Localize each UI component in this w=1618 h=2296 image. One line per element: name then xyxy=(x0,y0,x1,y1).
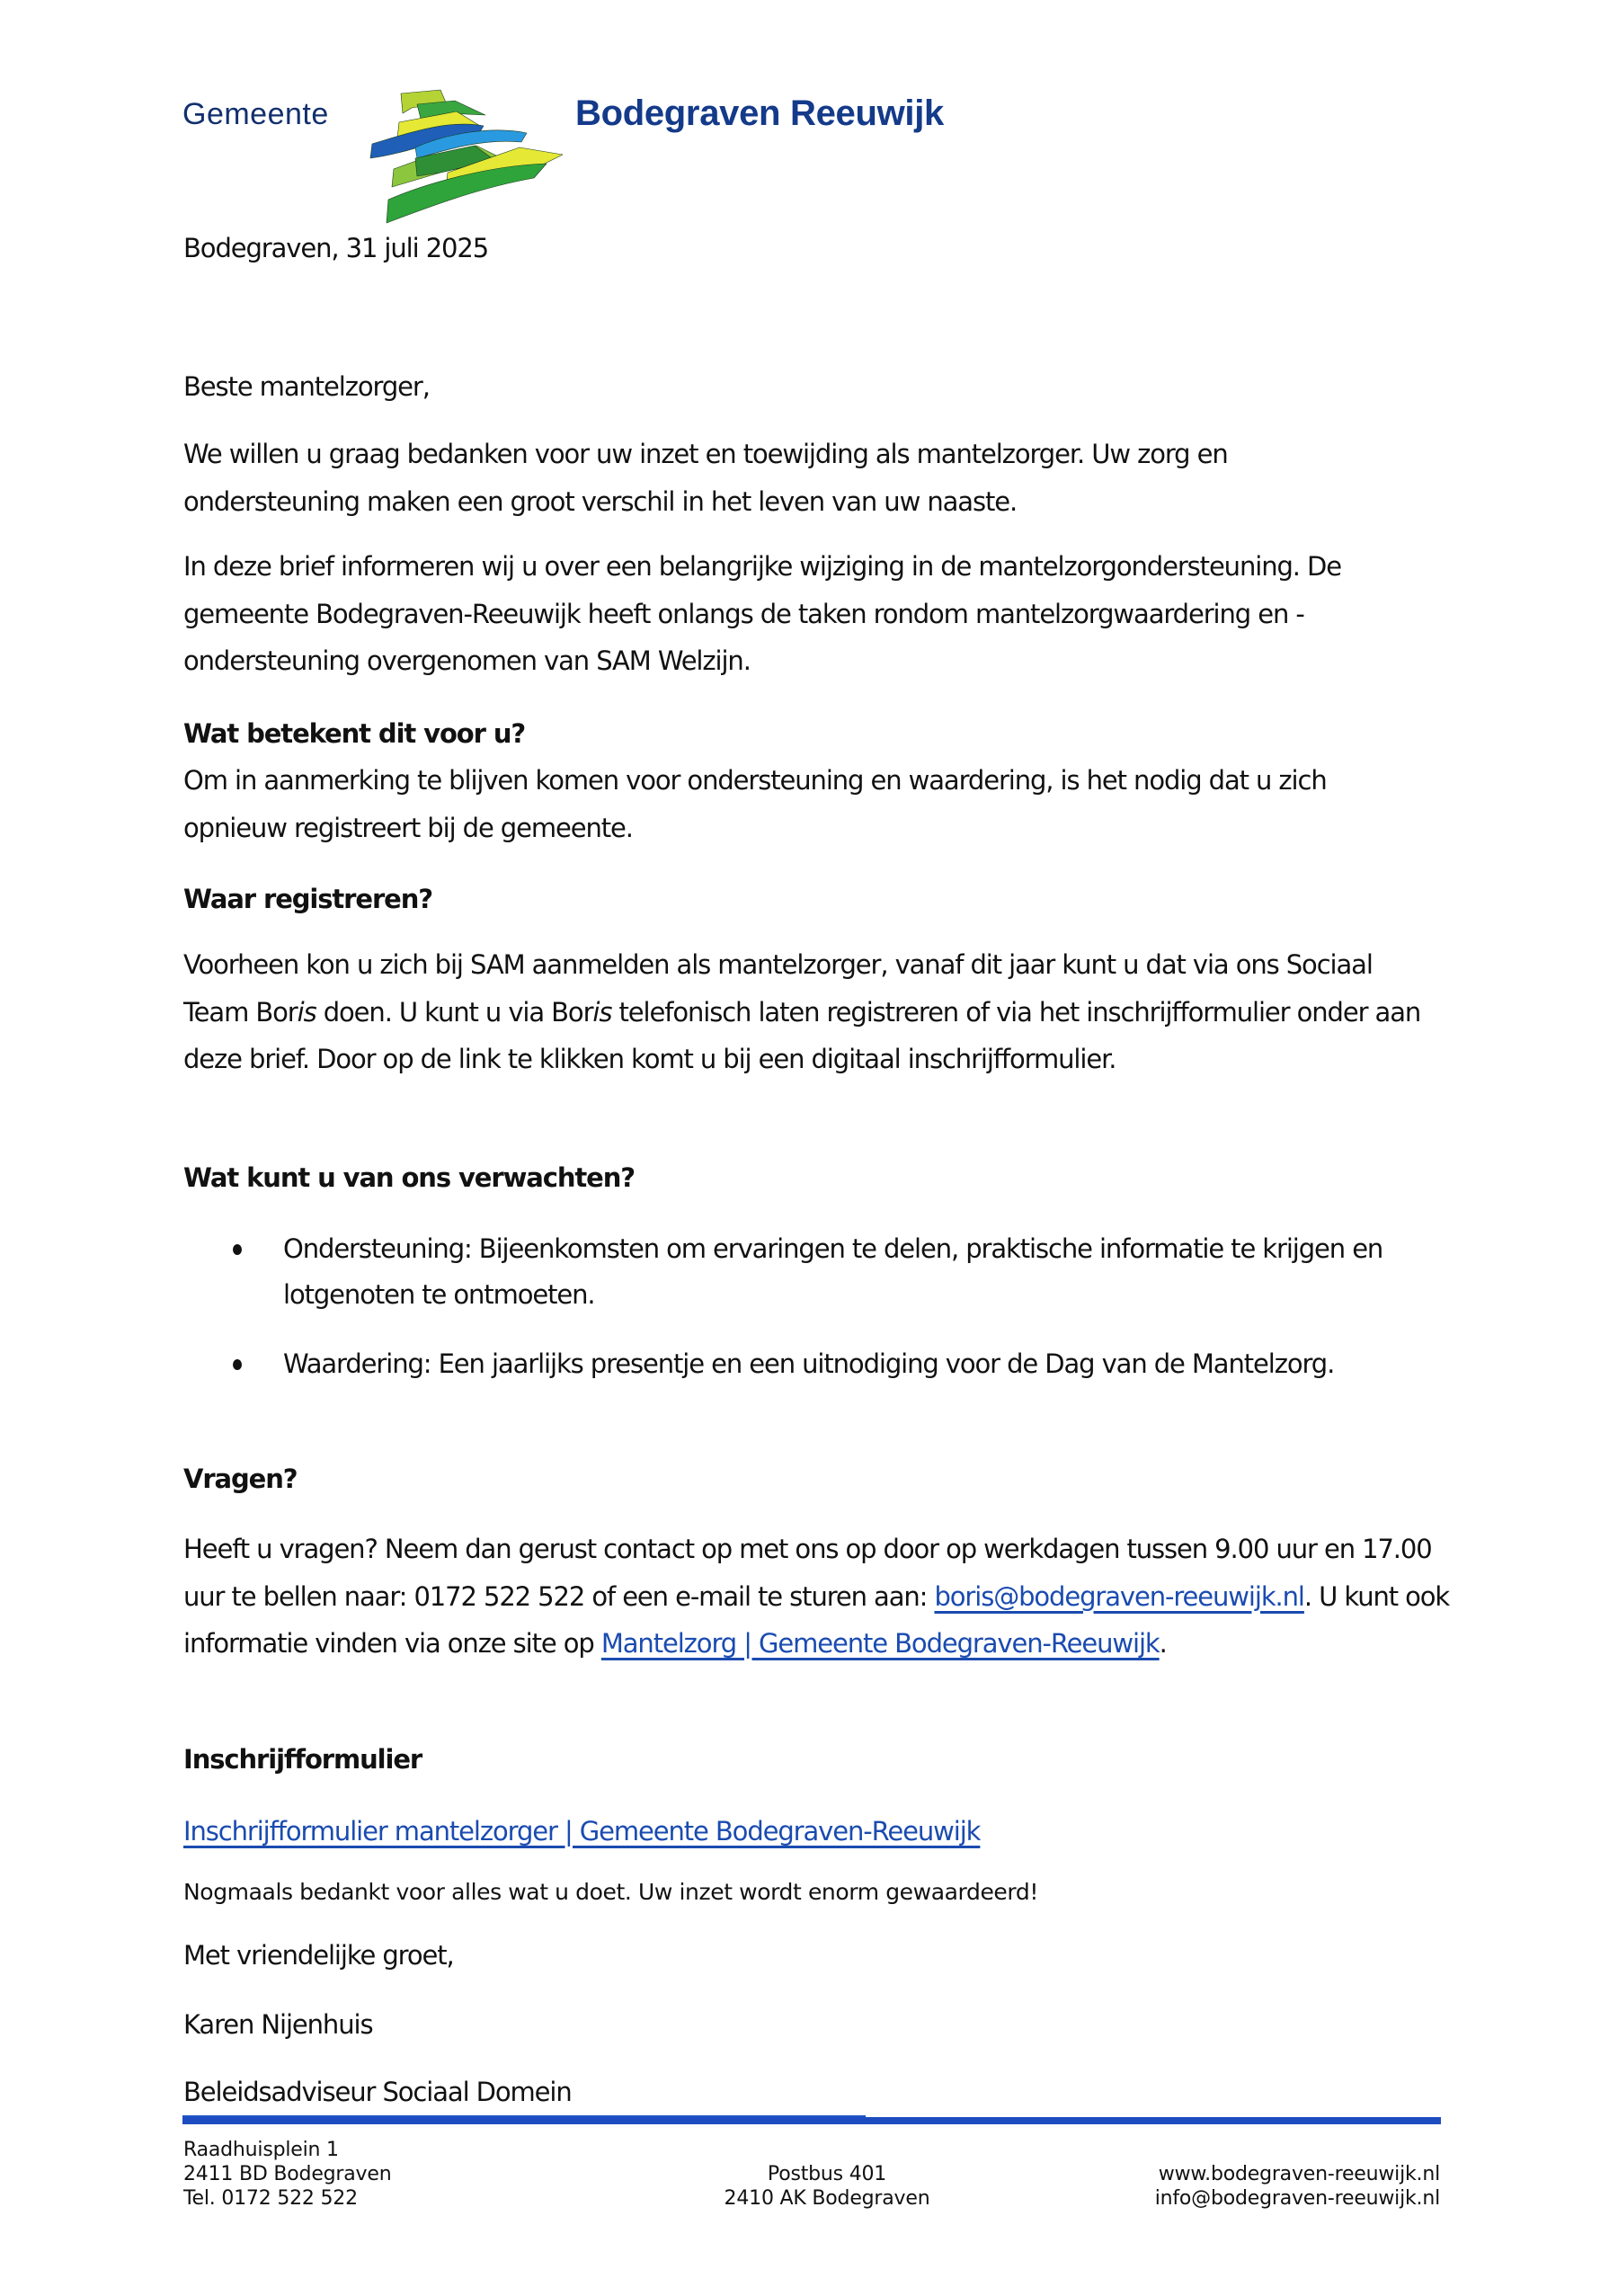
questions-text-c: . xyxy=(1159,1628,1167,1659)
footer-phone: Tel. 0172 522 522 xyxy=(183,2187,358,2210)
email-link[interactable]: boris@bodegraven-reeuwijk.nl xyxy=(934,1580,1304,1612)
municipality-logo xyxy=(358,83,566,225)
footer-rule xyxy=(182,2117,1441,2124)
heading-expect: Wat kunt u van ons verwachten? xyxy=(183,1162,635,1193)
footer-postbus: Postbus 401 xyxy=(767,2163,887,2185)
bullet-icon xyxy=(233,1244,242,1255)
paragraph-change: In deze brief informeren wij u over een belangrijke wijziging in de mantelzorgondersteuning. De gemeente Bodegraven-Reeuwijk heeft onlangs de taken rondom mantelzorgwaardering en -ondersteuning overgenomen van SAM Welzijn. xyxy=(183,551,1341,676)
list-item-text: Waardering: Een jaarlijks presentje en een uitnodiging voor de Dag van de Mantelzorg. xyxy=(283,1348,1335,1379)
closing-thanks: Nogmaals bedankt voor alles wat u doet. Uw inzet wordt enorm gewaardeerd! xyxy=(183,1879,1038,1905)
signer-name: Karen Nijenhuis xyxy=(183,2009,373,2040)
heading-questions: Vragen? xyxy=(183,1464,298,1494)
paragraph-questions xyxy=(183,1526,1451,1668)
registration-form-link[interactable]: Inschrijfformulier mantelzorger | Gemeente Bodegraven-Reeuwijk xyxy=(183,1816,981,1847)
footer-address-city: 2411 BD Bodegraven xyxy=(183,2163,392,2185)
heading-form: Inschrijfformulier xyxy=(183,1744,422,1775)
footer-postal-city: 2410 AK Bodegraven xyxy=(724,2187,930,2210)
footer-address-street: Raadhuisplein 1 xyxy=(183,2139,339,2161)
register-text-b: is xyxy=(297,996,316,1028)
register-text-c: doen. U kunt u via Bor xyxy=(316,996,593,1028)
register-text-e: telefonisch laten registreren of via het inschrijfformulier onder aan deze brief. Door op de link te klikken komt u bij een digitaal inschrijfformulier. xyxy=(183,996,1421,1074)
letterhead-prefix: Gemeente xyxy=(182,97,329,131)
footer-contact xyxy=(1155,2162,1440,2211)
salutation: Beste mantelzorger, xyxy=(183,371,430,402)
paragraph-meaning: Om in aanmerking te blijven komen voor ondersteuning en waardering, is het nodig dat u zich opnieuw registreert bij de gemeente. xyxy=(183,765,1327,843)
footer-email[interactable]: info@bodegraven-reeuwijk.nl xyxy=(1154,2187,1440,2210)
footer-postal xyxy=(692,2162,962,2211)
letterhead-name: Bodegraven Reeuwijk xyxy=(575,93,944,133)
list-item-text: Ondersteuning: Bijeenkomsten om ervaringen te delen, praktische informatie te krijgen en lotgenoten te ontmoeten. xyxy=(283,1233,1383,1310)
questions-text-a: Heeft u vragen? Neem dan gerust contact op met ons op door op werkdagen tussen 9.00 uur en 17.00 uur te bellen naar: 0172 522 522 of een e-mail te sturen aan: xyxy=(183,1534,1432,1612)
paragraph-thanks: We willen u graag bedanken voor uw inzet en toewijding als mantelzorger. Uw zorg en ondersteuning maken een groot verschil in het leven van uw naaste. xyxy=(183,439,1228,517)
footer-website[interactable]: www.bodegraven-reeuwijk.nl xyxy=(1158,2163,1440,2185)
form-link-row xyxy=(183,1808,1442,1855)
footer-address xyxy=(183,2138,391,2211)
paragraph-register xyxy=(183,941,1442,1083)
heading-register: Waar registreren? xyxy=(183,884,432,914)
heading-meaning: Wat betekent dit voor u? xyxy=(183,718,526,749)
questions-text-b: . U kunt ook informatie vinden via onze site op xyxy=(183,1580,1450,1659)
bullet-icon xyxy=(233,1359,242,1370)
date-line: Bodegraven, 31 juli 2025 xyxy=(183,233,489,263)
signer-title: Beleidsadviseur Sociaal Domein xyxy=(183,2077,572,2107)
closing-greeting: Met vriendelijke groet, xyxy=(183,1940,454,1971)
register-text-d: is xyxy=(592,996,612,1028)
register-text-a: Voorheen kon u zich bij SAM aanmelden als mantelzorger, vanaf dit jaar kunt u dat via ons Sociaal Team Bor xyxy=(183,949,1373,1028)
mantelzorg-site-link[interactable]: Mantelzorg | Gemeente Bodegraven-Reeuwijk xyxy=(600,1628,1160,1659)
